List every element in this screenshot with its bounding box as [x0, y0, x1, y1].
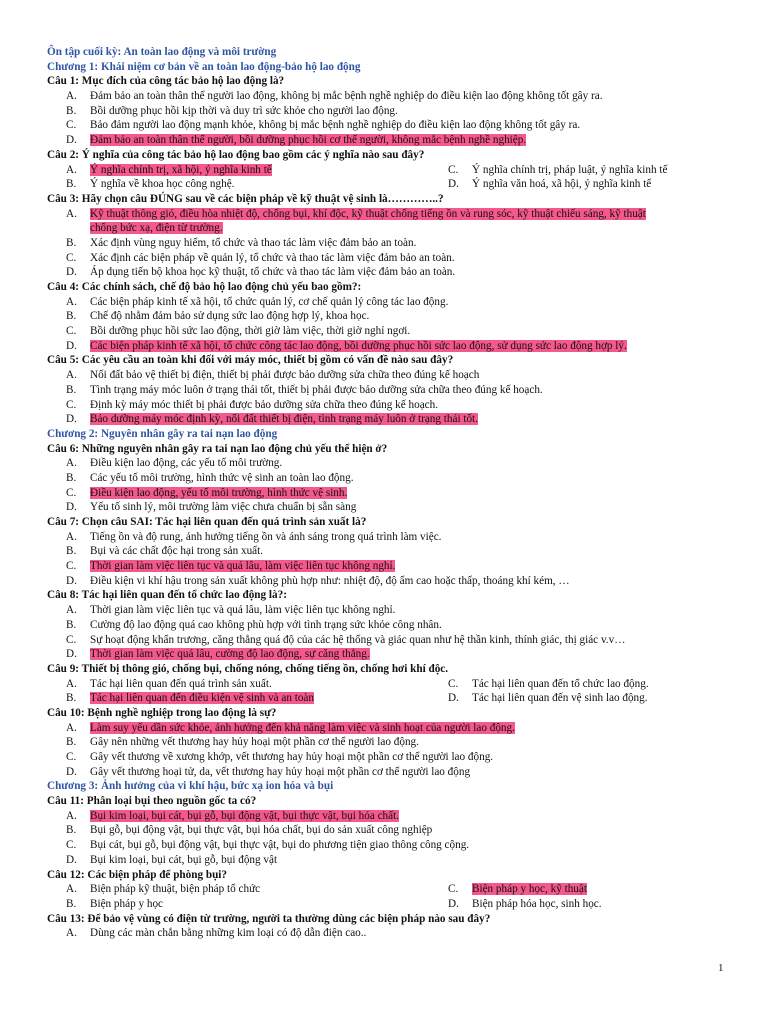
answer-option — [47, 368, 727, 383]
answer-option — [47, 823, 727, 838]
option — [47, 619, 442, 631]
option-text: Bồi dưỡng phục hồi kịp thời và duy trì sức khỏe cho người lao động. — [90, 104, 398, 117]
option — [47, 472, 354, 484]
option — [47, 634, 625, 646]
option — [47, 487, 347, 499]
chapter-heading: Chương 1: Khái niệm cơ bản về an toàn lao động-bảo hộ lao động — [47, 60, 361, 73]
option-letter: C. — [66, 325, 77, 338]
option-letter: C. — [66, 398, 77, 411]
option-letter: A. — [66, 163, 77, 176]
answer-option — [47, 295, 727, 310]
answer-option — [47, 559, 727, 574]
option-letter: A. — [66, 295, 77, 308]
option-letter: C. — [66, 633, 77, 646]
option-letter: A. — [66, 207, 77, 220]
answer-option — [47, 471, 727, 486]
option-text: Biện pháp y học — [90, 897, 164, 910]
option — [429, 163, 667, 178]
option-text: Điều kiện vi khí hậu trong sản xuất không phù hợp như: nhiệt độ, độ ẩm cao hoặc thấp, thoáng khí kém, … — [90, 574, 570, 587]
answer-option — [47, 104, 727, 119]
document-body — [47, 45, 727, 941]
option-text: Gây nên những vết thương hay hủy hoại một phần cơ thể người lao động. — [90, 736, 419, 749]
option-letter: D. — [66, 266, 77, 279]
option-letter: A. — [66, 457, 77, 470]
option-letter: D. — [66, 501, 77, 514]
option-text: Tác hại liên quan đến vệ sinh lao động. — [472, 692, 648, 705]
option — [47, 736, 419, 748]
option-text: Xác định các biện pháp về quản lý, tổ chức và thao tác làm việc đảm bảo an toàn. — [90, 251, 455, 264]
answer-option — [47, 603, 727, 618]
option-letter: B. — [66, 618, 77, 631]
option — [47, 90, 603, 102]
option-text: Bụi cát, bụi gỗ, bụi động vật, bụi thực vật, bụi do phương tiện giao thông công cộng. — [90, 839, 470, 852]
answer-option — [47, 544, 727, 559]
answer-option — [47, 809, 727, 824]
option-letter: A. — [66, 677, 77, 690]
answer-option — [47, 721, 727, 736]
option-letter: C. — [448, 677, 459, 690]
option-letter: A. — [66, 883, 77, 896]
option-text-highlighted: Bảo dưỡng máy móc định kỳ, nối đất thiết bị điện, tình trạng máy luôn ở trạng thái tốt. — [90, 413, 478, 426]
option — [47, 839, 469, 851]
answer-option-row — [47, 691, 727, 706]
option-text: Gây vết thương hoại tử, da, vết thương hay hủy hoại một phần cơ thể người lao động — [90, 765, 471, 778]
option — [429, 177, 651, 192]
option-text-highlighted: Đảm bảo an toàn thân thể người, bồi dưỡng phục hồi cơ thể người, không mắc bệnh nghề nghiệp. — [90, 134, 527, 147]
option-text-highlighted: Thời gian làm việc quá lâu, cường độ lao động, sự căng thẳng. — [90, 648, 370, 661]
option-letter: A. — [66, 369, 77, 382]
option-text: Tình trạng máy móc luôn ở trạng thái tốt, thiết bị phải được bảo dưỡng sửa chữa theo đúng kế hoạch. — [90, 383, 543, 396]
option — [47, 296, 448, 308]
option-text: Biện pháp hóa học, sinh học. — [472, 897, 602, 910]
option-letter: A. — [66, 604, 77, 617]
option-text: Ý nghĩa văn hoá, xã hội, ý nghĩa kinh tế — [472, 178, 652, 191]
option-letter: D. — [448, 692, 459, 705]
option-letter: A. — [66, 530, 77, 543]
option — [47, 545, 263, 557]
option — [47, 501, 356, 513]
answer-option — [47, 647, 727, 662]
answer-option — [47, 412, 727, 427]
option-text: Chế độ nhằm đảm bảo sử dụng sức lao động hợp lý, khoa học. — [90, 310, 370, 323]
option — [47, 648, 370, 660]
chapter-heading: Chương 3: Ảnh hưởng của vi khí hậu, bức xạ ion hóa và bụi — [47, 780, 334, 793]
option — [47, 119, 580, 131]
answer-option — [47, 265, 727, 280]
option-text-highlighted: Thời gian làm việc liên tục và quá lâu, làm việc liên tục không nghỉ. — [90, 560, 396, 573]
chapter-heading: Chương 2: Nguyên nhân gây ra tai nạn lao động — [47, 427, 278, 440]
answer-option — [47, 574, 727, 589]
option-letter: D. — [66, 413, 77, 426]
option — [47, 810, 399, 822]
option-letter: B. — [66, 236, 77, 249]
option-letter: D. — [66, 574, 77, 587]
option — [429, 677, 649, 692]
option — [47, 457, 282, 469]
question-title: Câu 10: Bệnh nghề nghiệp trong lao động là sự? — [47, 706, 277, 719]
option-letter: B. — [66, 897, 77, 910]
option-text: Các biện pháp kinh tế xã hội, tổ chức quản lý, cơ chế quản lý công tác lao động. — [90, 295, 449, 308]
option-letter: A. — [66, 721, 77, 734]
option — [47, 824, 432, 836]
answer-option — [47, 735, 727, 750]
option-text-highlighted: Biện pháp y học, kỹ thuật — [472, 883, 587, 896]
answer-option — [47, 89, 727, 104]
option-text-highlighted: Tác hại liên quan đến điều kiện vệ sinh và an toàn — [90, 692, 314, 705]
option-letter: D. — [66, 134, 77, 147]
option-text: Bụi và các chất độc hại trong sản xuất. — [90, 545, 264, 558]
option-text: Áp dụng tiến bộ khoa học kỹ thuật, tổ chức và thao tác làm việc đảm bảo an toàn. — [90, 266, 456, 279]
answer-option — [47, 486, 727, 501]
option-letter: B. — [66, 178, 77, 191]
option-text-highlighted: Ý nghĩa chính trị, xã hội, ý nghĩa kinh tế — [90, 163, 272, 176]
question-title: Câu 12: Các biện pháp để phòng bụi? — [47, 868, 227, 881]
option — [47, 164, 272, 176]
question-title: Câu 2: Ý nghĩa của công tác bảo hộ lao động bao gồm các ý nghĩa nào sau đây? — [47, 148, 425, 161]
option-text-highlighted: chống bức xạ, điện từ trường. — [90, 222, 223, 235]
answer-option — [47, 324, 727, 339]
option — [47, 325, 410, 337]
option-text: Tiếng ồn và độ rung, ảnh hưởng tiếng ồn và ánh sáng trong quá trình làm việc. — [90, 530, 442, 543]
option-text-highlighted: Bụi kim loại, bụi cát, bụi gỗ, bụi động vật, bụi thực vật, bụi hóa chất. — [90, 809, 400, 822]
question-title: Câu 1: Mục đích của công tác bảo hộ lao động là? — [47, 75, 285, 88]
option-letter: B. — [66, 824, 77, 837]
answer-option-row — [47, 897, 727, 912]
answer-option — [47, 339, 727, 354]
option-letter: C. — [66, 751, 77, 763]
option-text: Yếu tố sinh lý, môi trường làm việc chưa chuẩn bị sẵn sàng — [90, 501, 357, 514]
option-text: Gây vết thương về xương khớp, vết thương hay hủy hoại một phần cơ thể người lao động. — [90, 751, 494, 763]
option-text: Bảo đảm người lao động mạnh khỏe, không bị mắc bệnh nghề nghiệp do điều kiện lao động không tốt gây ra. — [90, 119, 581, 132]
question-title: Câu 11: Phân loại bụi theo nguồn gốc ta có? — [47, 795, 257, 808]
option-text: Ý nghĩa về khoa học công nghệ. — [90, 178, 235, 191]
answer-option — [47, 398, 727, 413]
option — [47, 237, 416, 249]
option — [47, 692, 314, 704]
option — [47, 531, 441, 543]
question-title: Câu 5: Các yêu cầu an toàn khi đối với máy móc, thiết bị gồm có vấn đề nào sau đây? — [47, 354, 454, 367]
option-text: Đảm bảo an toàn thân thể người lao động, không bị mắc bệnh nghề nghiệp do điều kiện lao động không tốt gây ra. — [90, 90, 603, 103]
option — [47, 883, 260, 895]
option — [47, 178, 234, 190]
option — [429, 897, 602, 912]
question-title: Câu 3: Hãy chọn câu ĐÚNG sau về các biện pháp về kỹ thuật vệ sinh là…………..? — [47, 192, 444, 205]
answer-option — [47, 456, 727, 471]
option-text: Nối đất bảo vệ thiết bị điện, thiết bị phải được bảo dưỡng sửa chữa theo đúng kế hoạch — [90, 369, 480, 382]
answer-option — [47, 207, 727, 222]
answer-option-continuation — [47, 221, 727, 236]
option-letter: C. — [66, 119, 77, 132]
question-title: Câu 13: Để bảo vệ vùng có điện từ trường, người ta thường dùng các biện pháp nào sau đây? — [47, 912, 491, 925]
option-letter: A. — [66, 90, 77, 103]
option — [429, 882, 587, 897]
option — [47, 898, 163, 910]
option — [47, 384, 543, 396]
answer-option — [47, 383, 727, 398]
option-letter: B. — [66, 104, 77, 117]
option-text: Ý nghĩa chính trị, pháp luật, ý nghĩa kinh tế — [472, 163, 668, 176]
option-text: Bụi gỗ, bụi động vật, bụi thực vật, bụi hóa chất, bụi do sản xuất công nghiệp — [90, 824, 433, 837]
option-text-highlighted: Các biện pháp kinh tế xã hội, tổ chức công tác lao động, bồi dưỡng phục hồi sức lao động, sử dụng sức lao động hợp lý. — [90, 339, 627, 352]
answer-option — [47, 750, 727, 765]
option — [47, 340, 627, 352]
option — [47, 310, 369, 322]
question-title: Câu 4: Các chính sách, chế độ bảo hộ lao động chủ yếu bao gồm?: — [47, 281, 362, 293]
option — [47, 927, 366, 939]
option-text-highlighted: Làm suy yếu dần sức khỏe, ảnh hưởng đến khả năng làm việc và sinh hoạt của người lao động. — [90, 721, 515, 734]
option — [47, 766, 470, 778]
answer-option — [47, 530, 727, 545]
question-title: Câu 8: Tác hại liên quan đến tổ chức lao động là?: — [47, 589, 287, 602]
page-number: 1 — [718, 962, 724, 974]
option-letter: B. — [66, 545, 77, 558]
question-title: Câu 9: Thiết bị thông gió, chống bụi, chống nóng, chống tiếng ồn, chống hơi khí độc. — [47, 662, 449, 675]
option-text: Các yếu tố môi trường, hình thức vệ sinh an toàn lao động. — [90, 471, 354, 484]
option — [47, 105, 398, 117]
option-letter: D. — [448, 897, 459, 910]
option — [47, 751, 493, 763]
option — [47, 604, 395, 616]
option-letter: B. — [66, 383, 77, 396]
answer-option — [47, 309, 727, 324]
question-title: Câu 6: Những nguyên nhân gây ra tai nạn lao động chủ yếu thể hiện ở? — [47, 442, 388, 455]
option-text: Cường độ lao động quá cao không phù hợp với tình trạng sức khỏe công nhân. — [90, 618, 442, 631]
option-text: Bồi dưỡng phục hồi sức lao động, thời giờ làm việc, thời giờ nghỉ ngơi. — [90, 325, 411, 338]
option-text: Xác định vùng nguy hiểm, tổ chức và thao tác làm việc đảm bảo an toàn. — [90, 236, 417, 249]
option-letter: C. — [66, 560, 77, 573]
answer-option — [47, 251, 727, 266]
option-text: Điều kiện lao động, các yếu tố môi trường. — [90, 457, 283, 470]
option-text: Tác hại liên quan đến tổ chức lao động. — [472, 677, 649, 690]
option-letter: D. — [448, 178, 459, 191]
option — [47, 266, 455, 278]
option-text: Dùng các màn chắn bằng những kim loại có độ dẫn điện cao.. — [90, 927, 367, 940]
answer-option — [47, 118, 727, 133]
option-text: Thời gian làm việc liên tục và quá lâu, làm việc liên tục không nghỉ. — [90, 604, 396, 617]
answer-option — [47, 500, 727, 515]
option — [47, 854, 277, 866]
option — [47, 252, 455, 264]
answer-option — [47, 838, 727, 853]
option-text: Biện pháp kỹ thuật, biện pháp tổ chức — [90, 883, 261, 896]
option — [429, 691, 648, 706]
option-letter: B. — [66, 310, 77, 323]
option — [47, 560, 395, 572]
option-text: Bụi kim loại, bụi cát, bụi gỗ, bụi động vật — [90, 853, 278, 866]
option-letter: B. — [66, 736, 77, 749]
option-letter: A. — [66, 809, 77, 822]
option — [47, 369, 479, 381]
option-letter: D. — [66, 853, 77, 866]
option-text: Sự hoạt động khẩn trương, căng thẳng quá độ của các hệ thống và giác quan như hệ thần kinh, thính giác, thị giác v.v… — [90, 633, 626, 646]
option-letter: D. — [66, 339, 77, 352]
answer-option — [47, 633, 727, 648]
answer-option — [47, 133, 727, 148]
answer-option — [47, 765, 727, 780]
option-letter: D. — [66, 765, 77, 778]
option-letter: C. — [448, 883, 459, 896]
answer-option — [47, 236, 727, 251]
answer-option — [47, 853, 727, 868]
option-letter: B. — [66, 692, 77, 705]
answer-option-row — [47, 177, 727, 192]
option — [47, 722, 515, 734]
option-letter: D. — [66, 648, 77, 661]
answer-option-row — [47, 882, 727, 897]
option-letter: B. — [66, 471, 77, 484]
option-letter: C. — [66, 486, 77, 499]
option — [47, 678, 272, 690]
option — [47, 413, 478, 425]
answer-option-row — [47, 163, 727, 178]
option-letter: C. — [448, 163, 459, 176]
option-letter: C. — [66, 839, 77, 852]
option-text-highlighted: Điều kiện lao động, yếu tố môi trường, hình thức vệ sinh. — [90, 486, 348, 499]
option-text-highlighted: Kỹ thuật thông gió, điều hòa nhiệt độ, chống bụi, khí độc, kỹ thuật chống tiếng ồn và rung sóc, kỹ thuật chiếu sáng, kỹ thuật — [90, 207, 646, 220]
option-letter: C. — [66, 251, 77, 264]
option — [47, 399, 438, 411]
answer-option-row — [47, 677, 727, 692]
option-text: Tác hại liên quan đến quá trình sản xuất. — [90, 677, 272, 690]
question-title: Câu 7: Chọn câu SAI: Tác hại liên quan đến quá trình sản xuất là? — [47, 516, 367, 528]
answer-option — [47, 926, 727, 941]
option — [47, 134, 526, 146]
option-text: Định kỳ máy móc thiết bị phải được bảo dưỡng sửa chữa theo đúng kế hoạch. — [90, 398, 439, 411]
option-letter: A. — [66, 927, 77, 940]
answer-option — [47, 618, 727, 633]
option — [47, 208, 646, 220]
option — [47, 575, 570, 587]
chapter-heading: Ôn tập cuối kỳ: An toàn lao động và môi trường — [47, 46, 277, 58]
